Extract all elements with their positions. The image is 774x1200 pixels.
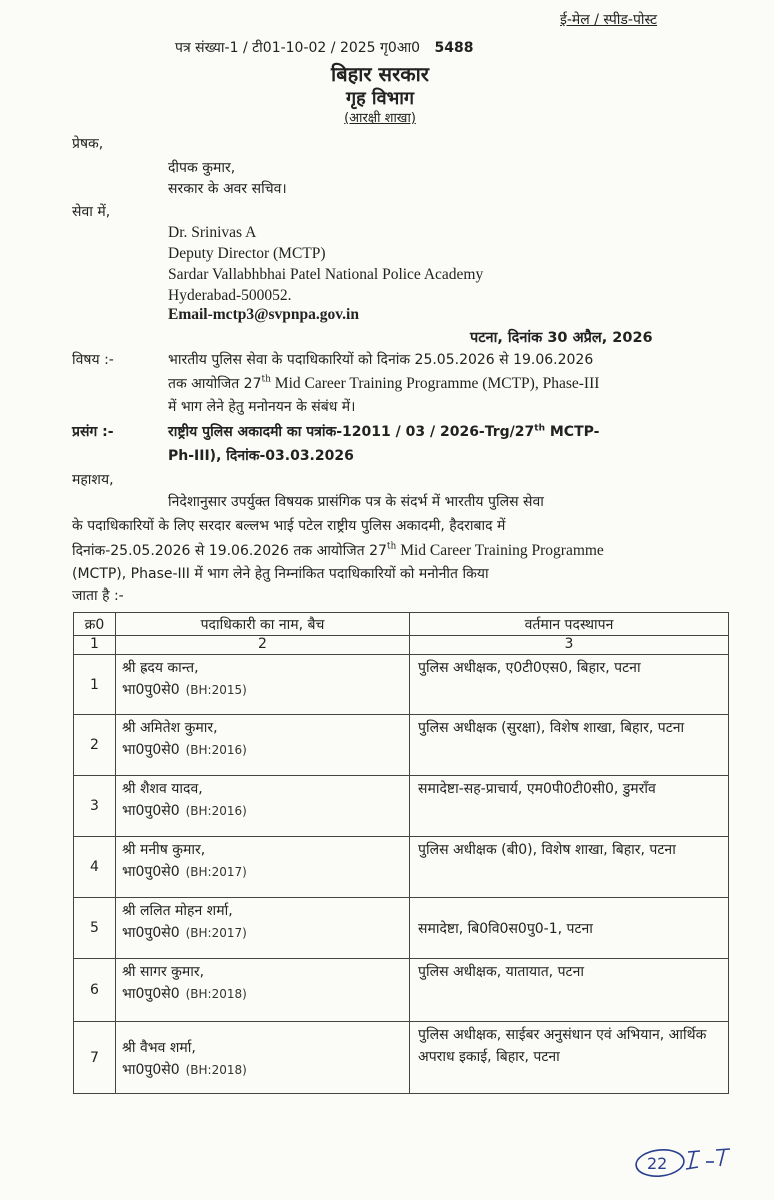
- officer-name: श्री सागर कुमार,: [122, 964, 205, 980]
- recipient-line: Hyderabad-500052.: [168, 287, 292, 304]
- serial-number: 7: [74, 1022, 116, 1094]
- serial-number: 3: [74, 776, 116, 837]
- officer-batch: (BH:2017): [185, 865, 247, 879]
- officer-name: श्री मनीष कुमार,: [122, 842, 206, 858]
- recipient-line: Deputy Director (MCTP): [168, 245, 326, 262]
- reference-line: Ph-III), दिनांक-03.03.2026: [168, 448, 354, 464]
- officer-batch: (BH:2018): [185, 1062, 247, 1077]
- table-column-number-row: [74, 636, 729, 655]
- officer-cell: [116, 837, 410, 898]
- table-row: [74, 898, 729, 959]
- body-line: जाता है :-: [72, 588, 124, 604]
- officer-batch: (BH:2017): [185, 926, 247, 940]
- officer-service: भा0पु0से0: [122, 925, 180, 941]
- place-date: पटना, दिनांक 30 अप्रैल, 2026: [470, 330, 653, 346]
- letter-number-value: 5488: [434, 40, 474, 56]
- branch-title: (आरक्षी शाखा): [344, 111, 416, 126]
- officer-cell: [116, 1022, 410, 1094]
- officer-name: श्री वैभव शर्मा,: [122, 1039, 196, 1056]
- table-header: वर्तमान पदस्थापन: [410, 613, 729, 636]
- table-row: [74, 776, 729, 837]
- table-header: क्र0: [74, 613, 116, 636]
- posting: पुलिस अधीक्षक (सुरक्षा), विशेष शाखा, बिहार, पटना: [410, 715, 729, 776]
- officer-batch: (BH:2016): [185, 804, 247, 818]
- officer-batch: (BH:2015): [185, 683, 247, 697]
- sender-name: दीपक कुमार,: [168, 160, 236, 176]
- handwritten-initials-signature: [628, 1140, 736, 1180]
- officer-cell: [116, 959, 410, 1022]
- officer-cell: [116, 655, 410, 715]
- page-mark-number: 22: [647, 1154, 668, 1173]
- subject-line: में भाग लेने हेतु मनोनयन के संबंध में।: [168, 399, 356, 415]
- sender-label: प्रेषक,: [72, 136, 104, 152]
- reference-line: राष्ट्रीय पुलिस अकादमी का पत्रांक-12011 / 03 / 2026-Trg/27th MCTP-: [168, 423, 600, 440]
- officer-batch: (BH:2016): [185, 743, 247, 757]
- officer-service: भा0पु0से0: [122, 682, 180, 698]
- recipient-line: Sardar Vallabhbhai Patel National Police Academy: [168, 266, 484, 283]
- officer-name: श्री ललित मोहन शर्मा,: [122, 903, 233, 919]
- column-number: 3: [410, 636, 729, 655]
- subject-line: तक आयोजित 27th Mid Career Training Programme (MCTP), Phase-III: [168, 374, 600, 392]
- nominee-table: [73, 612, 729, 1094]
- officer-service: भा0पु0से0: [122, 803, 180, 819]
- table-row: [74, 715, 729, 776]
- officer-cell: [116, 776, 410, 837]
- posting: समादेष्टा-सह-प्राचार्य, एम0पी0टी0सी0, डुमराँव: [410, 776, 729, 837]
- column-number: 2: [116, 636, 410, 655]
- letter-number-prefix: पत्र संख्या-1 / टी01-10-02 / 2025 गृ0आ0: [175, 40, 421, 56]
- subject-label: विषय :-: [72, 352, 114, 368]
- salutation: महाशय,: [72, 472, 114, 488]
- table-row: [74, 1022, 729, 1094]
- recipient-email: Email-mctp3@svpnpa.gov.in: [168, 306, 359, 323]
- reference-label: प्रसंग :-: [72, 424, 114, 440]
- body-line: दिनांक-25.05.2026 से 19.06.2026 तक आयोजित 27th Mid Career Training Programme: [72, 541, 604, 559]
- officer-service: भा0पु0से0: [122, 986, 180, 1002]
- officer-batch: (BH:2018): [185, 987, 247, 1001]
- sender-designation: सरकार के अवर सचिव।: [168, 181, 287, 197]
- delivery-mode: ई-मेल / स्पीड-पोस्ट: [560, 12, 658, 28]
- posting: पुलिस अधीक्षक, साईबर अनुसंधान एवं अभियान, आर्थिक अपराध इकाई, बिहार, पटना: [410, 1022, 729, 1094]
- officer-service: भा0पु0से0: [122, 864, 180, 880]
- recipient-label: सेवा में,: [72, 204, 111, 220]
- column-number: 1: [74, 636, 116, 655]
- subject-line: भारतीय पुलिस सेवा के पदाधिकारियों को दिनांक 25.05.2026 से 19.06.2026: [168, 352, 594, 368]
- department-title: गृह विभाग: [345, 88, 415, 109]
- posting: समादेष्टा, बि0वि0स0पु0-1, पटना: [410, 898, 729, 959]
- body-line: निदेशानुसार उपर्युक्त विषयक प्रासंगिक पत्र के संदर्भ में भारतीय पुलिस सेवा: [168, 494, 544, 510]
- letter-number: [175, 38, 473, 57]
- table-header: पदाधिकारी का नाम, बैच: [116, 613, 410, 636]
- serial-number: 2: [74, 715, 116, 776]
- officer-cell: [116, 898, 410, 959]
- officer-name: श्री शैशव यादव,: [122, 781, 203, 797]
- serial-number: 1: [74, 655, 116, 715]
- table-row: [74, 655, 729, 715]
- table-header-row: [74, 613, 729, 636]
- recipient-line: Dr. Srinivas A: [168, 224, 257, 241]
- body-line: के पदाधिकारियों के लिए सरदार बल्लभ भाई पटेल राष्ट्रीय पुलिस अकादमी, हैदराबाद में: [72, 518, 506, 534]
- officer-service: भा0पु0से0: [122, 1061, 180, 1078]
- officer-cell: [116, 715, 410, 776]
- officer-service: भा0पु0से0: [122, 742, 180, 758]
- serial-number: 6: [74, 959, 116, 1022]
- government-title: बिहार सरकार: [331, 62, 429, 86]
- serial-number: 4: [74, 837, 116, 898]
- officer-name: श्री अमितेश कुमार,: [122, 720, 218, 736]
- posting: पुलिस अधीक्षक (बी0), विशेष शाखा, बिहार, पटना: [410, 837, 729, 898]
- table-row: [74, 837, 729, 898]
- officer-name: श्री ह्रदय कान्त,: [122, 660, 199, 676]
- serial-number: 5: [74, 898, 116, 959]
- posting: पुलिस अधीक्षक, ए0टी0एस0, बिहार, पटना: [410, 655, 729, 715]
- posting: पुलिस अधीक्षक, यातायात, पटना: [410, 959, 729, 1022]
- table-row: [74, 959, 729, 1022]
- body-line: (MCTP), Phase-III में भाग लेने हेतु निम्नांकित पदाधिकारियों को मनोनीत किया: [72, 566, 489, 582]
